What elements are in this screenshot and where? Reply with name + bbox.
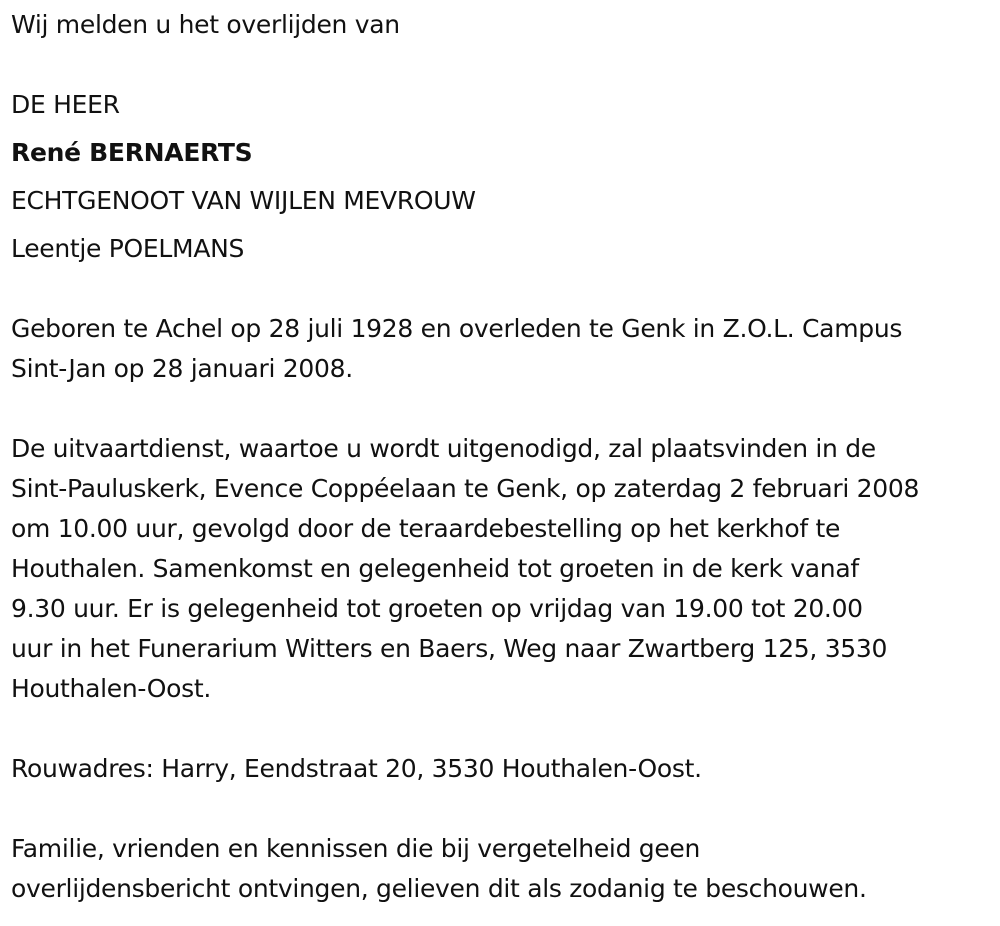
text-line: overlijdensbericht ontvingen, gelieven dit als zodanig te beschouwen.	[11, 874, 867, 903]
relation-text: ECHTGENOOT VAN WIJLEN MEVROUW	[11, 186, 476, 215]
deceased-name: René BERNAERTS	[11, 138, 253, 167]
text-line: om 10.00 uur, gevolgd door de teraardebestelling op het kerkhof te	[11, 514, 841, 543]
text-line: Sint-Pauluskerk, Evence Coppéelaan te Genk, op zaterdag 2 februari 2008	[11, 474, 920, 503]
text-line: Houthalen-Oost.	[11, 674, 212, 703]
text-line: 9.30 uur. Er is gelegenheid tot groeten op vrijdag van 19.00 tot 20.00	[11, 594, 863, 623]
text-line: Houthalen. Samenkomst en gelegenheid tot groeten in de kerk vanaf	[11, 554, 859, 583]
mourning-address: Rouwadres: Harry, Eendstraat 20, 3530 Houthalen-Oost.	[11, 754, 702, 783]
funeral-paragraph	[11, 429, 991, 709]
text-line: Geboren te Achel op 28 juli 1928 en overleden te Genk in Z.O.L. Campus	[11, 314, 903, 343]
intro-text: Wij melden u het overlijden van	[11, 10, 400, 39]
closing-paragraph	[11, 829, 991, 909]
honorific: DE HEER	[11, 90, 120, 119]
text-line: De uitvaartdienst, waartoe u wordt uitgenodigd, zal plaatsvinden in de	[11, 434, 876, 463]
text-line: Familie, vrienden en kennissen die bij vergetelheid geen	[11, 834, 701, 863]
birth-death-paragraph	[11, 309, 991, 389]
text-line: uur in het Funerarium Witters en Baers, Weg naar Zwartberg 125, 3530	[11, 634, 888, 663]
text-line: Sint-Jan op 28 januari 2008.	[11, 354, 353, 383]
spouse-name: Leentje POELMANS	[11, 234, 245, 263]
